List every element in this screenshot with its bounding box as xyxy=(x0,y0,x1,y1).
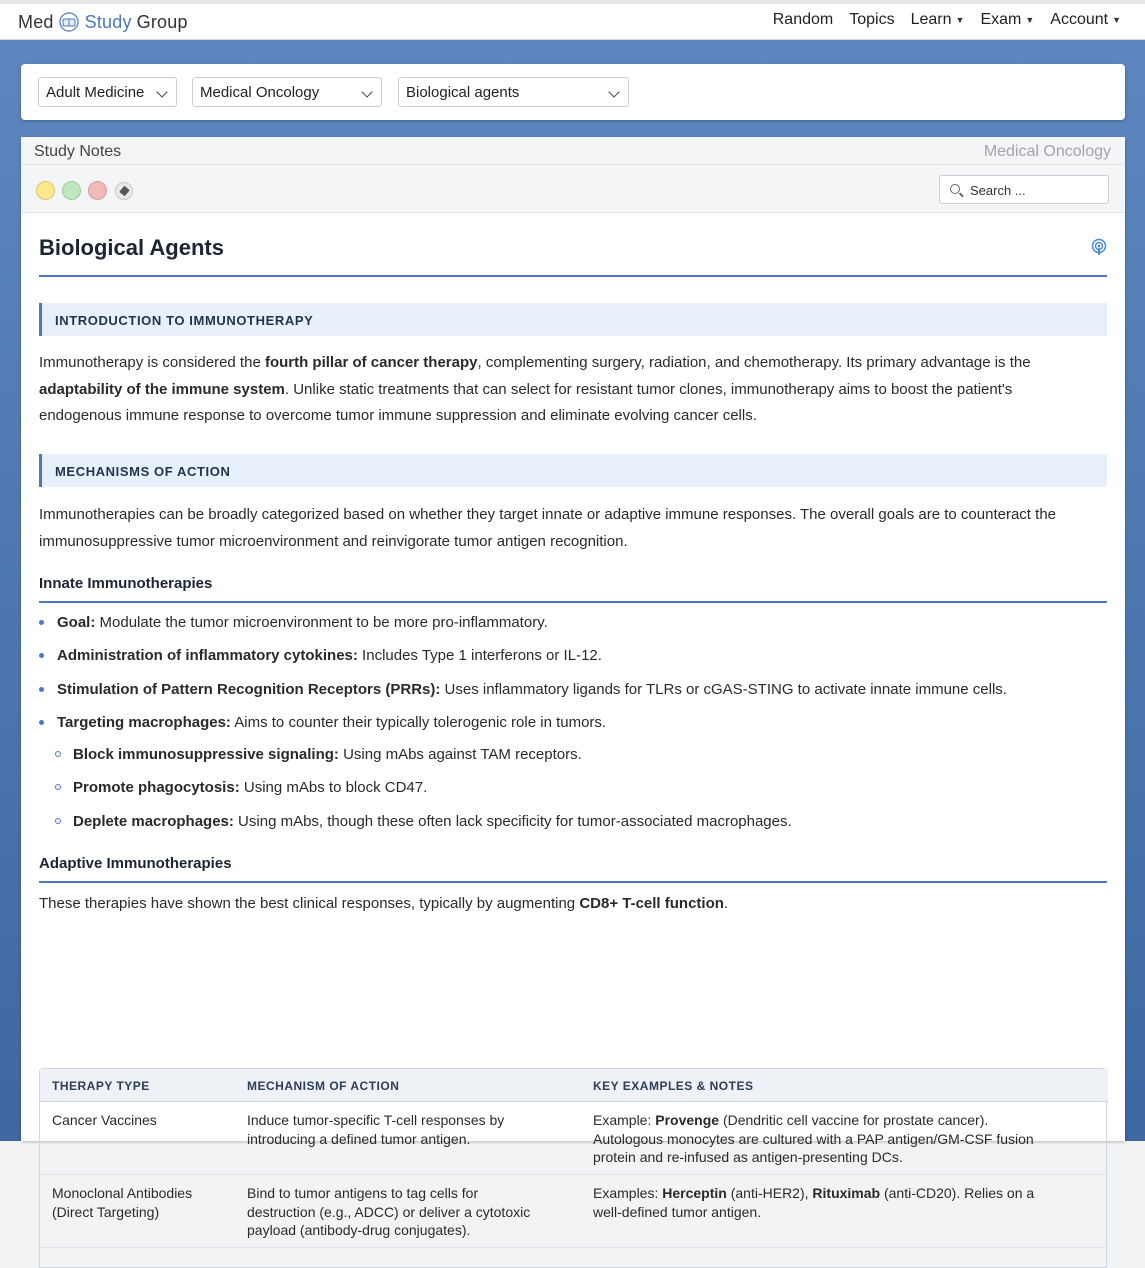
main-nav xyxy=(765,11,1129,29)
highlight-red-button[interactable] xyxy=(88,181,107,200)
chevron-down-icon: ▼ xyxy=(1112,15,1121,25)
nav-exam-label: Exam xyxy=(980,11,1022,28)
list-item-term: Deplete macrophages: xyxy=(73,813,234,830)
list-item xyxy=(57,614,548,631)
subheading-adaptive: Adaptive Immunotherapies xyxy=(39,855,1107,883)
chevron-down-icon: ▼ xyxy=(955,15,965,25)
cell-line: payload (antibody-drug conjugates). xyxy=(247,1222,471,1238)
row-divider xyxy=(40,1247,1108,1248)
intro-line-3: endogenous immune response to overcome tumor immune suppression and eliminate evolving cancer cells. xyxy=(39,407,757,424)
chevron-down-icon xyxy=(608,86,619,97)
chevron-down-icon xyxy=(156,86,167,97)
cell-bold: Herceptin xyxy=(662,1185,727,1201)
section-heading-intro: INTRODUCTION TO IMMUNOTHERAPY xyxy=(39,303,1107,336)
subheading-innate: Innate Immunotherapies xyxy=(39,575,1107,603)
table-header xyxy=(40,1069,1108,1102)
column-header: KEY EXAMPLES & NOTES xyxy=(593,1079,754,1093)
section-heading-mechanisms: MECHANISMS OF ACTION xyxy=(39,454,1107,487)
brand-med: Med xyxy=(18,11,54,32)
notes-toolbar xyxy=(21,165,1125,213)
cell-line: well-defined tumor antigen. xyxy=(593,1203,762,1220)
chevron-down-icon xyxy=(361,86,372,97)
book-globe-icon xyxy=(58,11,80,33)
intro-line-1 xyxy=(39,350,1099,377)
mechanisms-line-2: immunosuppressive tumor microenvironment and reinvigorate tumor antigen recognition. xyxy=(39,532,628,550)
intro-text-2: , complementing surgery, radiation, and chemotherapy. Its primary advantage is the xyxy=(477,354,1031,371)
list-item-text: Aims to counter their typically tolerogenic role in tumors. xyxy=(230,714,607,731)
nav-random[interactable] xyxy=(765,11,841,29)
list-item-term: Targeting macrophages: xyxy=(57,714,231,731)
top-navbar xyxy=(0,0,1145,40)
topic-select[interactable] xyxy=(398,77,629,107)
cell-line: Bind to tumor antigens to tag cells for xyxy=(247,1185,479,1201)
sub-list-item xyxy=(73,813,792,830)
list-item-term: Goal: xyxy=(57,614,96,631)
intro-text-1: Immunotherapy is considered the xyxy=(39,354,265,371)
cell-line: Induce tumor-specific T-cell responses by xyxy=(247,1112,505,1128)
cell-line: destruction (e.g., ADCC) or deliver a cytotoxic xyxy=(247,1203,531,1220)
cell-bold: Provenge xyxy=(655,1112,720,1128)
column-header: MECHANISM OF ACTION xyxy=(247,1079,400,1093)
highlight-yellow-button[interactable] xyxy=(36,181,55,200)
nav-account-label: Account xyxy=(1050,11,1109,28)
nav-topics[interactable] xyxy=(841,11,902,29)
nav-account[interactable] xyxy=(1042,11,1129,29)
category-select[interactable] xyxy=(38,77,177,107)
cell-bold: Rituximab xyxy=(812,1185,881,1201)
cell-line: Monoclonal Antibodies xyxy=(52,1185,193,1201)
bullet-circle xyxy=(55,784,61,790)
intro-line-2 xyxy=(39,377,1099,404)
cell-line xyxy=(593,1184,1034,1203)
adaptive-text-1: These therapies have shown the best clinical responses, typically by augmenting xyxy=(39,895,580,912)
filter-bar xyxy=(21,64,1125,120)
mechanisms-line-1: Immunotherapies can be broadly categorized based on whether they target innate or adaptive immune responses. The overall goals are to counteract the xyxy=(39,506,1056,523)
bullet-circle xyxy=(55,751,61,757)
search-icon xyxy=(950,184,960,194)
bullet-dot xyxy=(39,620,44,625)
cell-text: (Dendritic cell vaccine for prostate cancer). xyxy=(719,1112,989,1128)
study-notes-panel xyxy=(21,137,1125,1238)
nav-learn[interactable] xyxy=(903,11,973,29)
row-divider xyxy=(40,1174,1108,1175)
brand-logo[interactable] xyxy=(18,10,188,34)
table-cell-mechanism xyxy=(247,1184,530,1240)
table-cell-notes xyxy=(593,1111,1034,1167)
list-item xyxy=(57,714,606,731)
mechanisms-paragraph xyxy=(39,502,1099,555)
cell-text: (anti-CD20). Relies on a xyxy=(880,1185,1035,1201)
adaptive-paragraph xyxy=(39,891,1099,918)
list-item xyxy=(57,647,602,664)
intro-bold-1: fourth pillar of cancer therapy xyxy=(264,354,478,371)
nav-random-label: Random xyxy=(772,11,834,28)
nav-learn-label: Learn xyxy=(910,11,952,28)
list-item-term: Block immunosuppressive signaling: xyxy=(73,746,339,763)
sub-list-item xyxy=(73,779,427,796)
cell-line: protein and re-infused as antigen-presenting DCs. xyxy=(593,1149,903,1165)
list-item-text: Using mAbs to block CD47. xyxy=(239,779,428,796)
cell-line xyxy=(593,1111,1034,1130)
table-cell-type xyxy=(52,1184,192,1221)
eraser-icon[interactable] xyxy=(115,182,133,200)
nav-exam[interactable] xyxy=(972,11,1042,29)
panel-header xyxy=(21,137,1125,165)
nav-topics-label: Topics xyxy=(849,11,895,28)
brand-group: Group xyxy=(136,11,188,32)
search-box xyxy=(939,175,1109,204)
table-cell-type: Cancer Vaccines xyxy=(52,1112,157,1128)
title-divider xyxy=(39,275,1107,277)
adaptive-bold: CD8+ T-cell function xyxy=(579,895,724,912)
cell-line: Autologous monocytes are cultured with a PAP antigen/GM-CSF fusion xyxy=(593,1130,1034,1147)
list-item xyxy=(57,681,1007,698)
list-item-term: Promote phagocytosis: xyxy=(73,779,240,796)
list-item-term: Stimulation of Pattern Recognition Receptors (PRRs): xyxy=(57,681,441,698)
panel-specialty-label: Medical Oncology xyxy=(983,143,1111,160)
bullet-dot xyxy=(39,720,44,725)
adaptive-text-2: . xyxy=(723,895,729,912)
panel-title: Study Notes xyxy=(34,143,122,160)
sub-list-item xyxy=(73,746,582,763)
therapy-table xyxy=(39,1068,1107,1268)
chevron-down-icon: ▼ xyxy=(1025,15,1035,25)
brand-study: Study xyxy=(84,11,132,32)
cell-line: (Direct Targeting) xyxy=(52,1203,160,1220)
highlight-green-button[interactable] xyxy=(62,181,81,200)
topic-select-value: Biological agents xyxy=(406,84,520,101)
bullet-circle xyxy=(55,818,61,824)
podcast-icon[interactable] xyxy=(1091,239,1107,256)
intro-text-3: . Unlike static treatments that can select for resistant tumor clones, immunotherapy aims to boost the patient's xyxy=(284,380,1013,398)
list-item-text: Uses inflammatory ligands for TLRs or cGAS-STING to activate innate immune cells. xyxy=(440,681,1007,698)
cell-text: Example: xyxy=(593,1112,656,1128)
category-select-value: Adult Medicine xyxy=(46,84,145,101)
list-item-text: Includes Type 1 interferons or IL-12. xyxy=(357,647,602,664)
list-item-text: Using mAbs, though these often lack specificity for tumor-associated macrophages. xyxy=(233,813,792,830)
intro-paragraph xyxy=(39,350,1099,430)
specialty-select-value: Medical Oncology xyxy=(200,84,320,101)
cell-text: (anti-HER2), xyxy=(726,1185,813,1201)
bullet-dot xyxy=(39,653,44,658)
specialty-select[interactable] xyxy=(192,77,382,107)
cell-line: introducing a defined tumor antigen. xyxy=(247,1130,471,1147)
intro-bold-2: adaptability of the immune system xyxy=(39,380,285,398)
bullet-dot xyxy=(39,687,44,692)
search-input[interactable] xyxy=(970,180,1100,200)
list-item-term: Administration of inflammatory cytokines: xyxy=(57,647,358,664)
page-title: Biological Agents xyxy=(39,235,224,260)
table-cell-notes xyxy=(593,1184,1034,1221)
cell-text: Examples: xyxy=(593,1185,663,1201)
column-header: THERAPY TYPE xyxy=(52,1079,150,1093)
table-cell-mechanism xyxy=(247,1111,504,1148)
list-item-text: Modulate the tumor microenvironment to be more pro-inflammatory. xyxy=(95,614,548,631)
list-item-text: Using mAbs against TAM receptors. xyxy=(338,746,582,763)
